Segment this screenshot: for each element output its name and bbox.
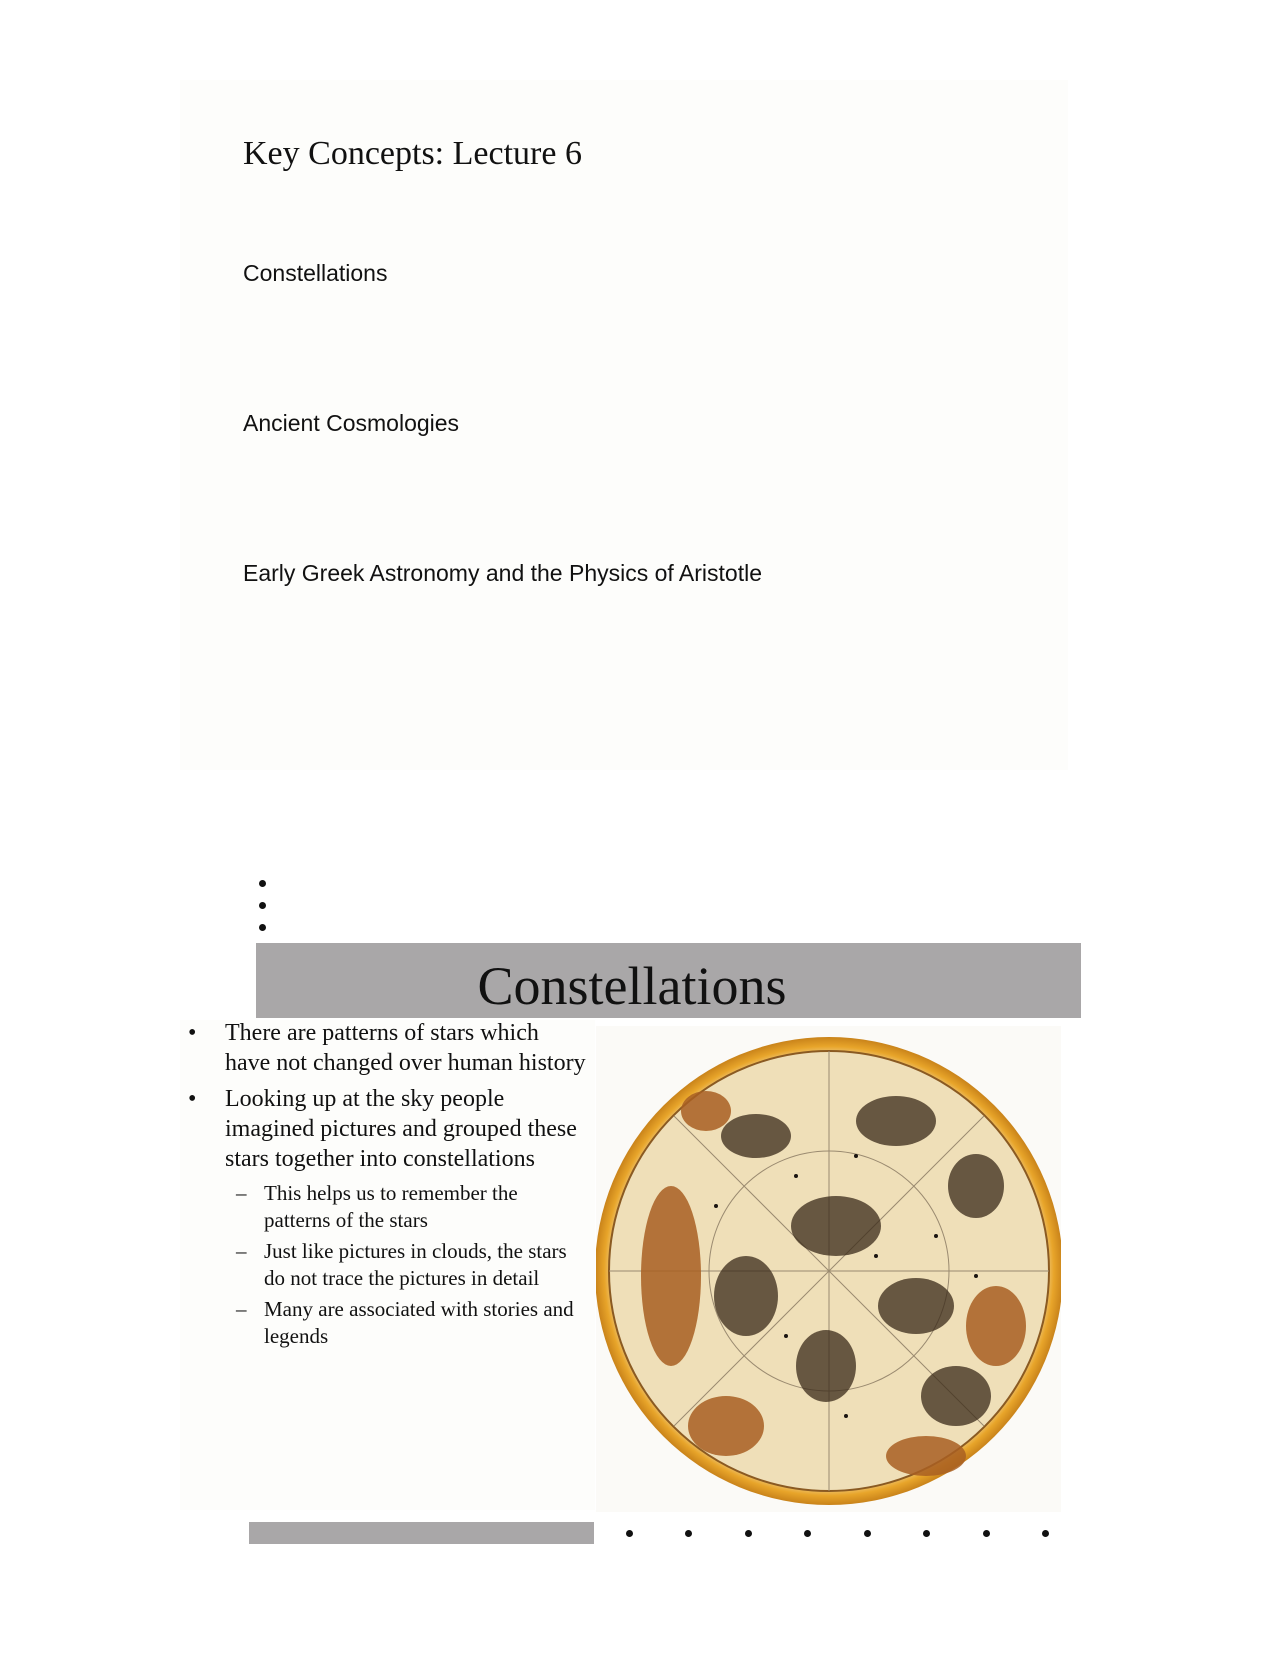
topic-ancient-cosmologies: Ancient Cosmologies	[243, 410, 460, 436]
decorative-dot	[864, 1530, 871, 1537]
page-title: Key Concepts: Lecture 6	[243, 135, 582, 172]
star-chart-image	[596, 1026, 1061, 1512]
decorative-dot	[1042, 1530, 1049, 1537]
sub-bullet-text: This helps us to remember the patterns of the stars	[264, 1181, 518, 1232]
decorative-dot	[923, 1530, 930, 1537]
sub-bullet-item	[188, 1180, 588, 1234]
slide-footer-bar	[249, 1522, 594, 1544]
bullet-item	[188, 1084, 588, 1174]
sub-bullet-item	[188, 1238, 588, 1292]
decorative-dot	[259, 902, 266, 909]
decorative-dot	[804, 1530, 811, 1537]
bullet-text: There are patterns of stars which have not changed over human history	[225, 1020, 586, 1076]
decorative-dot	[259, 924, 266, 931]
decorative-dot	[626, 1530, 633, 1537]
celestial-star-chart-icon	[596, 1026, 1061, 1512]
bullet-item	[188, 1018, 588, 1078]
topic-early-greek-astronomy: Early Greek Astronomy and the Physics of Aristotle	[243, 560, 763, 586]
sub-bullet-text: Many are associated with stories and legends	[264, 1297, 574, 1348]
decorative-dot	[983, 1530, 990, 1537]
sub-bullet-item	[188, 1296, 588, 1350]
sub-bullet-marker: –	[236, 1181, 247, 1205]
decorative-dot	[685, 1530, 692, 1537]
decorative-dot	[259, 880, 266, 887]
sub-bullet-marker: –	[236, 1239, 247, 1263]
bullet-list	[188, 1018, 588, 1354]
decorative-dot	[745, 1530, 752, 1537]
bullet-marker: •	[188, 1086, 197, 1112]
sub-bullet-text: Just like pictures in clouds, the stars do not trace the pictures in detail	[264, 1239, 567, 1290]
bullet-text: Looking up at the sky people imagined pictures and grouped these stars together into constellations	[225, 1086, 577, 1172]
bullet-marker: •	[188, 1020, 197, 1046]
sub-bullet-marker: –	[236, 1297, 247, 1321]
slide-title: Constellations	[477, 956, 787, 1016]
topic-constellations: Constellations	[243, 260, 388, 286]
